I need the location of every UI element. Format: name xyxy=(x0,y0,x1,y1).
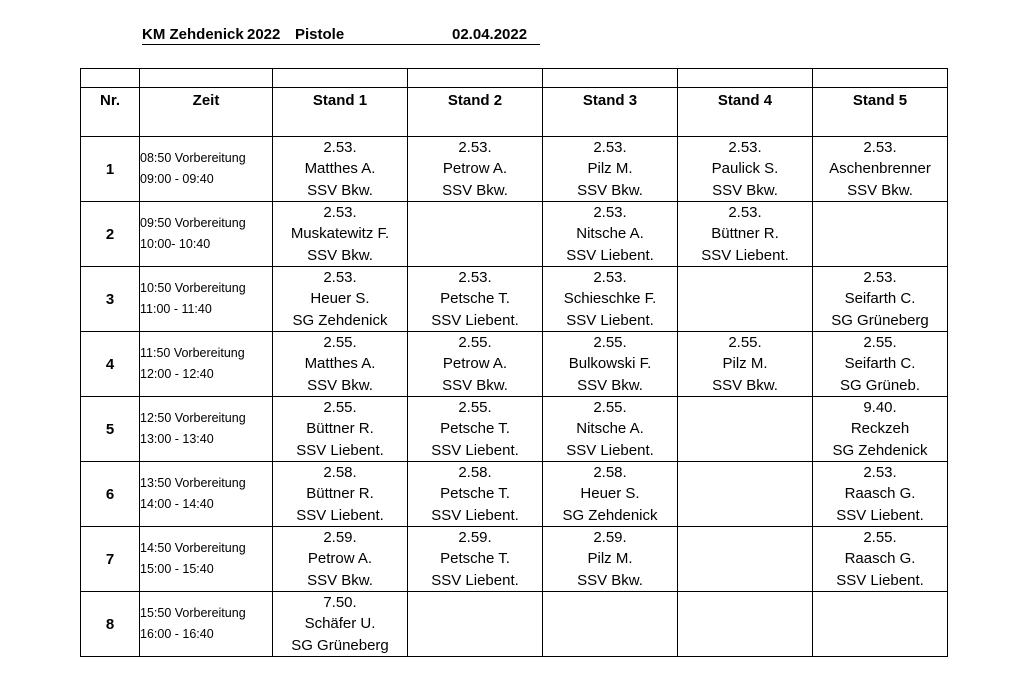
column-header-stand-5: Stand 5 xyxy=(813,88,948,137)
stand-cell xyxy=(813,527,948,592)
table-row xyxy=(81,592,948,657)
discipline-code: 2.55. xyxy=(458,334,492,352)
shooter-name: Paulick S. xyxy=(711,160,779,178)
stand-cell xyxy=(273,462,408,527)
shoot-time: 13:00 - 13:40 xyxy=(140,432,214,446)
stand-cell xyxy=(408,592,543,657)
club-name: SSV Bkw. xyxy=(712,376,778,394)
stand-cell xyxy=(408,137,543,202)
row-number: 7 xyxy=(81,527,140,592)
shooter-name: Petrow A. xyxy=(442,355,508,373)
club-name: SSV Bkw. xyxy=(577,571,643,589)
row-number: 4 xyxy=(81,332,140,397)
stand-cell xyxy=(678,462,813,527)
column-header-zeit: Zeit xyxy=(140,88,273,137)
prep-time: 15:50 Vorbereitung xyxy=(140,605,246,620)
club-name: SSV Liebent. xyxy=(566,246,654,264)
table-row xyxy=(81,397,948,462)
stand-cell xyxy=(543,592,678,657)
stand-cell xyxy=(813,137,948,202)
discipline-code: 2.53. xyxy=(863,269,897,287)
club-name: SG Grüneberg xyxy=(291,636,389,654)
prep-time: 10:50 Vorbereitung xyxy=(140,280,246,295)
blank-cell xyxy=(678,69,813,88)
column-header-stand-4: Stand 4 xyxy=(678,88,813,137)
discipline-code: 2.53. xyxy=(863,464,897,482)
stand-cell xyxy=(678,592,813,657)
prep-time: 13:50 Vorbereitung xyxy=(140,475,246,490)
stand-cell xyxy=(273,332,408,397)
table-row xyxy=(81,462,948,527)
table-row xyxy=(81,332,948,397)
table-row xyxy=(81,267,948,332)
discipline-code: 2.58. xyxy=(458,464,492,482)
discipline-code: 9.40. xyxy=(863,399,897,417)
stand-cell xyxy=(273,397,408,462)
time-cell xyxy=(140,202,273,267)
club-name: SSV Bkw. xyxy=(307,181,373,199)
stand-cell xyxy=(813,462,948,527)
club-name: SSV Liebent. xyxy=(431,506,519,524)
club-name: SG Grüneberg xyxy=(831,311,929,329)
club-name: SSV Bkw. xyxy=(307,571,373,589)
stand-cell xyxy=(813,592,948,657)
stand-cell xyxy=(678,332,813,397)
stand-cell xyxy=(408,332,543,397)
shooter-name: Schieschke F. xyxy=(563,290,657,308)
club-name: SSV Liebent. xyxy=(566,311,654,329)
shooter-name: Petsche T. xyxy=(440,550,510,568)
time-cell xyxy=(140,332,273,397)
stand-cell xyxy=(813,202,948,267)
shoot-time: 12:00 - 12:40 xyxy=(140,367,214,381)
club-name: SSV Liebent. xyxy=(431,311,519,329)
row-number: 8 xyxy=(81,592,140,657)
blank-cell xyxy=(543,69,678,88)
discipline-code: 2.58. xyxy=(593,464,627,482)
shooter-name: Aschenbrenner xyxy=(829,160,931,178)
prep-time: 12:50 Vorbereitung xyxy=(140,410,246,425)
stand-cell xyxy=(678,267,813,332)
stand-cell xyxy=(273,267,408,332)
shoot-time: 09:00 - 09:40 xyxy=(140,172,214,186)
club-name: SSV Liebent. xyxy=(836,571,924,589)
shooter-name: Muskatewitz F. xyxy=(290,225,390,243)
shooter-name: Bulkowski F. xyxy=(568,355,652,373)
prep-time: 14:50 Vorbereitung xyxy=(140,540,246,555)
shooter-name: Büttner R. xyxy=(306,420,374,438)
discipline-code: 2.55. xyxy=(593,399,627,417)
shooter-name: Pilz M. xyxy=(722,355,768,373)
discipline-code: 2.53. xyxy=(728,139,762,157)
shooter-name: Reckzeh xyxy=(850,420,910,438)
stand-cell xyxy=(408,527,543,592)
shooter-name: Heuer S. xyxy=(310,290,370,308)
row-number: 2 xyxy=(81,202,140,267)
stand-cell xyxy=(543,202,678,267)
stand-cell xyxy=(678,397,813,462)
table-row xyxy=(81,527,948,592)
prep-time: 08:50 Vorbereitung xyxy=(140,150,246,165)
shooter-name: Raasch G. xyxy=(844,485,916,503)
schedule-table xyxy=(80,68,948,657)
shoot-time: 10:00- 10:40 xyxy=(140,237,211,251)
stand-cell xyxy=(678,202,813,267)
stand-cell xyxy=(543,332,678,397)
discipline-code: 2.55. xyxy=(863,529,897,547)
stand-cell xyxy=(273,592,408,657)
shooter-name: Seifarth C. xyxy=(844,290,916,308)
discipline-code: 2.55. xyxy=(593,334,627,352)
row-number: 6 xyxy=(81,462,140,527)
shoot-time: 11:00 - 11:40 xyxy=(140,302,212,316)
discipline-code: 2.53. xyxy=(728,204,762,222)
club-name: SG Grüneb. xyxy=(839,376,921,394)
discipline-code: 2.53. xyxy=(323,269,357,287)
shooter-name: Schäfer U. xyxy=(304,615,376,633)
time-cell xyxy=(140,137,273,202)
discipline-code: 2.55. xyxy=(728,334,762,352)
shooter-name: Büttner R. xyxy=(711,225,779,243)
discipline-code: 2.58. xyxy=(323,464,357,482)
shooter-name: Petsche T. xyxy=(440,290,510,308)
blank-cell xyxy=(408,69,543,88)
stand-cell xyxy=(408,462,543,527)
column-header-stand-1: Stand 1 xyxy=(273,88,408,137)
discipline-code: 7.50. xyxy=(323,594,357,612)
discipline-code: 2.53. xyxy=(593,269,627,287)
stand-cell xyxy=(813,332,948,397)
stand-cell xyxy=(408,267,543,332)
shooter-name: Petsche T. xyxy=(440,420,510,438)
competition-date: 02.04.2022 xyxy=(452,26,528,43)
stand-cell xyxy=(813,397,948,462)
club-name: SSV Bkw. xyxy=(307,376,373,394)
shooter-name: Petrow A. xyxy=(307,550,373,568)
shooter-name: Pilz M. xyxy=(587,160,633,178)
discipline-code: 2.53. xyxy=(323,139,357,157)
shooter-name: Nitsche A. xyxy=(576,225,644,243)
shooter-name: Büttner R. xyxy=(306,485,374,503)
stand-cell xyxy=(543,267,678,332)
stand-cell xyxy=(273,202,408,267)
club-name: SSV Liebent. xyxy=(431,571,519,589)
discipline-code: 2.53. xyxy=(593,204,627,222)
discipline-code: 2.55. xyxy=(863,334,897,352)
stand-cell xyxy=(543,527,678,592)
club-name: SSV Liebent. xyxy=(296,506,384,524)
document-header xyxy=(142,26,540,46)
club-name: SG Zehdenick xyxy=(562,506,658,524)
competition-title: KM Zehdenick xyxy=(142,26,244,43)
prep-time: 11:50 Vorbereitung xyxy=(140,345,245,360)
stand-cell xyxy=(813,267,948,332)
stand-cell xyxy=(273,137,408,202)
discipline-code: 2.53. xyxy=(458,139,492,157)
shoot-time: 15:00 - 15:40 xyxy=(140,562,214,576)
club-name: SSV Bkw. xyxy=(847,181,913,199)
stand-cell xyxy=(408,397,543,462)
discipline-code: 2.55. xyxy=(323,399,357,417)
club-name: SSV Bkw. xyxy=(442,181,508,199)
blank-row xyxy=(81,69,948,88)
stand-cell xyxy=(543,397,678,462)
discipline-code: 2.59. xyxy=(593,529,627,547)
club-name: SSV Bkw. xyxy=(712,181,778,199)
shooter-name: Petrow A. xyxy=(442,160,508,178)
column-header-nr: Nr. xyxy=(81,88,140,137)
club-name: SSV Bkw. xyxy=(577,181,643,199)
column-header-stand-3: Stand 3 xyxy=(543,88,678,137)
club-name: SSV Bkw. xyxy=(442,376,508,394)
competition-type: Pistole xyxy=(295,26,345,43)
shooter-name: Nitsche A. xyxy=(576,420,644,438)
shooter-name: Matthes A. xyxy=(304,160,376,178)
shooter-name: Pilz M. xyxy=(587,550,633,568)
shooter-name: Heuer S. xyxy=(580,485,640,503)
time-cell xyxy=(140,527,273,592)
club-name: SSV Liebent. xyxy=(836,506,924,524)
discipline-code: 2.59. xyxy=(458,529,492,547)
row-number: 1 xyxy=(81,137,140,202)
stand-cell xyxy=(678,137,813,202)
time-cell xyxy=(140,462,273,527)
shoot-time: 14:00 - 14:40 xyxy=(140,497,214,511)
stand-cell xyxy=(543,137,678,202)
club-name: SSV Bkw. xyxy=(307,246,373,264)
time-cell xyxy=(140,267,273,332)
time-cell xyxy=(140,592,273,657)
club-name: SG Zehdenick xyxy=(832,441,928,459)
header-row xyxy=(81,88,948,137)
discipline-code: 2.55. xyxy=(323,334,357,352)
blank-cell xyxy=(81,69,140,88)
club-name: SSV Liebent. xyxy=(431,441,519,459)
discipline-code: 2.55. xyxy=(458,399,492,417)
shooter-name: Raasch G. xyxy=(844,550,916,568)
club-name: SSV Bkw. xyxy=(577,376,643,394)
discipline-code: 2.53. xyxy=(458,269,492,287)
stand-cell xyxy=(408,202,543,267)
club-name: SG Zehdenick xyxy=(292,311,388,329)
table-row xyxy=(81,202,948,267)
blank-cell xyxy=(813,69,948,88)
time-cell xyxy=(140,397,273,462)
shooter-name: Matthes A. xyxy=(304,355,376,373)
column-header-stand-2: Stand 2 xyxy=(408,88,543,137)
stand-cell xyxy=(543,462,678,527)
row-number: 3 xyxy=(81,267,140,332)
discipline-code: 2.53. xyxy=(863,139,897,157)
discipline-code: 2.53. xyxy=(593,139,627,157)
row-number: 5 xyxy=(81,397,140,462)
club-name: SSV Liebent. xyxy=(566,441,654,459)
table-row xyxy=(81,137,948,202)
shooter-name: Seifarth C. xyxy=(844,355,916,373)
club-name: SSV Liebent. xyxy=(296,441,384,459)
competition-year: 2022 xyxy=(247,26,281,43)
header-underline xyxy=(142,44,540,45)
prep-time: 09:50 Vorbereitung xyxy=(140,215,246,230)
stand-cell xyxy=(678,527,813,592)
discipline-code: 2.53. xyxy=(323,204,357,222)
club-name: SSV Liebent. xyxy=(701,246,789,264)
stand-cell xyxy=(273,527,408,592)
shoot-time: 16:00 - 16:40 xyxy=(140,627,214,641)
blank-cell xyxy=(140,69,273,88)
blank-cell xyxy=(273,69,408,88)
shooter-name: Petsche T. xyxy=(440,485,510,503)
discipline-code: 2.59. xyxy=(323,529,357,547)
